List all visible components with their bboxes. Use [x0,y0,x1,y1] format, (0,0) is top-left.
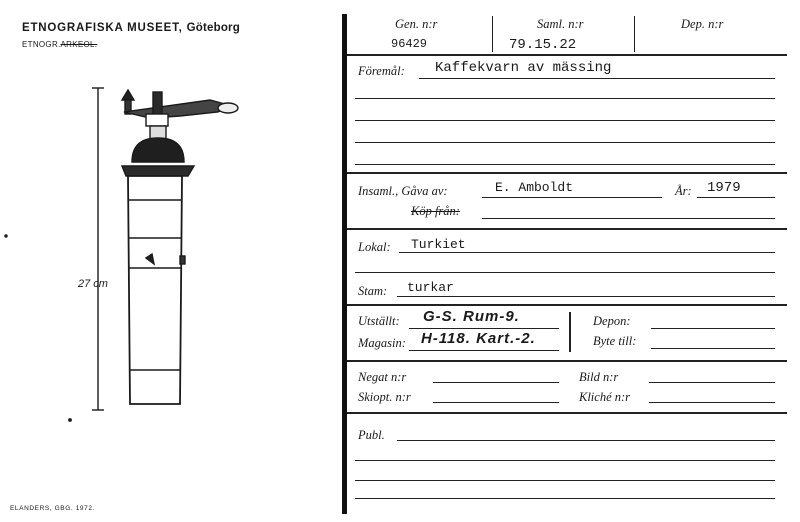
coffee-grinder-drawing [0,0,340,522]
lokal-value: Turkiet [411,237,466,252]
department-archaeology-struck: ARKEOL. [60,40,98,49]
gen-nr-value: 96429 [391,37,428,51]
foremal-label: Föremål: [358,64,405,78]
crank-arm [124,100,232,118]
insaml-value: E. Amboldt [495,180,574,195]
dimension-label: 27 cm [78,278,108,290]
ar-value: 1979 [707,180,741,196]
skiopt-nr-label: Skiopt. n:r [358,390,411,404]
depon-label: Depon: [593,314,631,328]
publ-label: Publ. [358,428,385,442]
grinder-dome [132,138,184,162]
ar-label: År: [675,184,692,198]
department-ethnography: ETNOGR. [22,40,61,49]
lokal-label: Lokal: [358,240,391,254]
museum-title: ETNOGRAFISKA MUSEET, [22,22,183,34]
gen-nr-label: Gen. n:r [395,17,438,31]
magasin-value: H-118. Kart.-2. [421,330,536,347]
stam-value: turkar [407,280,454,295]
magasin-label: Magasin: [358,336,406,350]
foremal-value: Kaffekvarn av mässing [435,60,612,76]
saml-nr-label: Saml. n:r [537,17,584,31]
byte-till-label: Byte till: [593,334,637,348]
bild-nr-label: Bild n:r [579,370,619,384]
utstallt-label: Utställt: [358,314,400,328]
catalogue-card [347,0,800,522]
museum-city: Göteborg [186,22,240,34]
utstallt-value: G-S. Rum-9. [423,308,520,325]
saml-nr-value: 79.15.22 [509,37,577,53]
negat-nr-label: Negat n:r [358,370,407,384]
printer-imprint: ELANDERS, GBG. 1972. [10,505,95,512]
stam-label: Stam: [358,284,388,298]
insaml-label: Insaml., Gåva av: [358,184,448,198]
cliche-nr-label: Kliché n:r [579,390,631,404]
dep-nr-label: Dep. n:r [681,17,724,31]
kop-fran-label: Köp från: [411,204,460,218]
